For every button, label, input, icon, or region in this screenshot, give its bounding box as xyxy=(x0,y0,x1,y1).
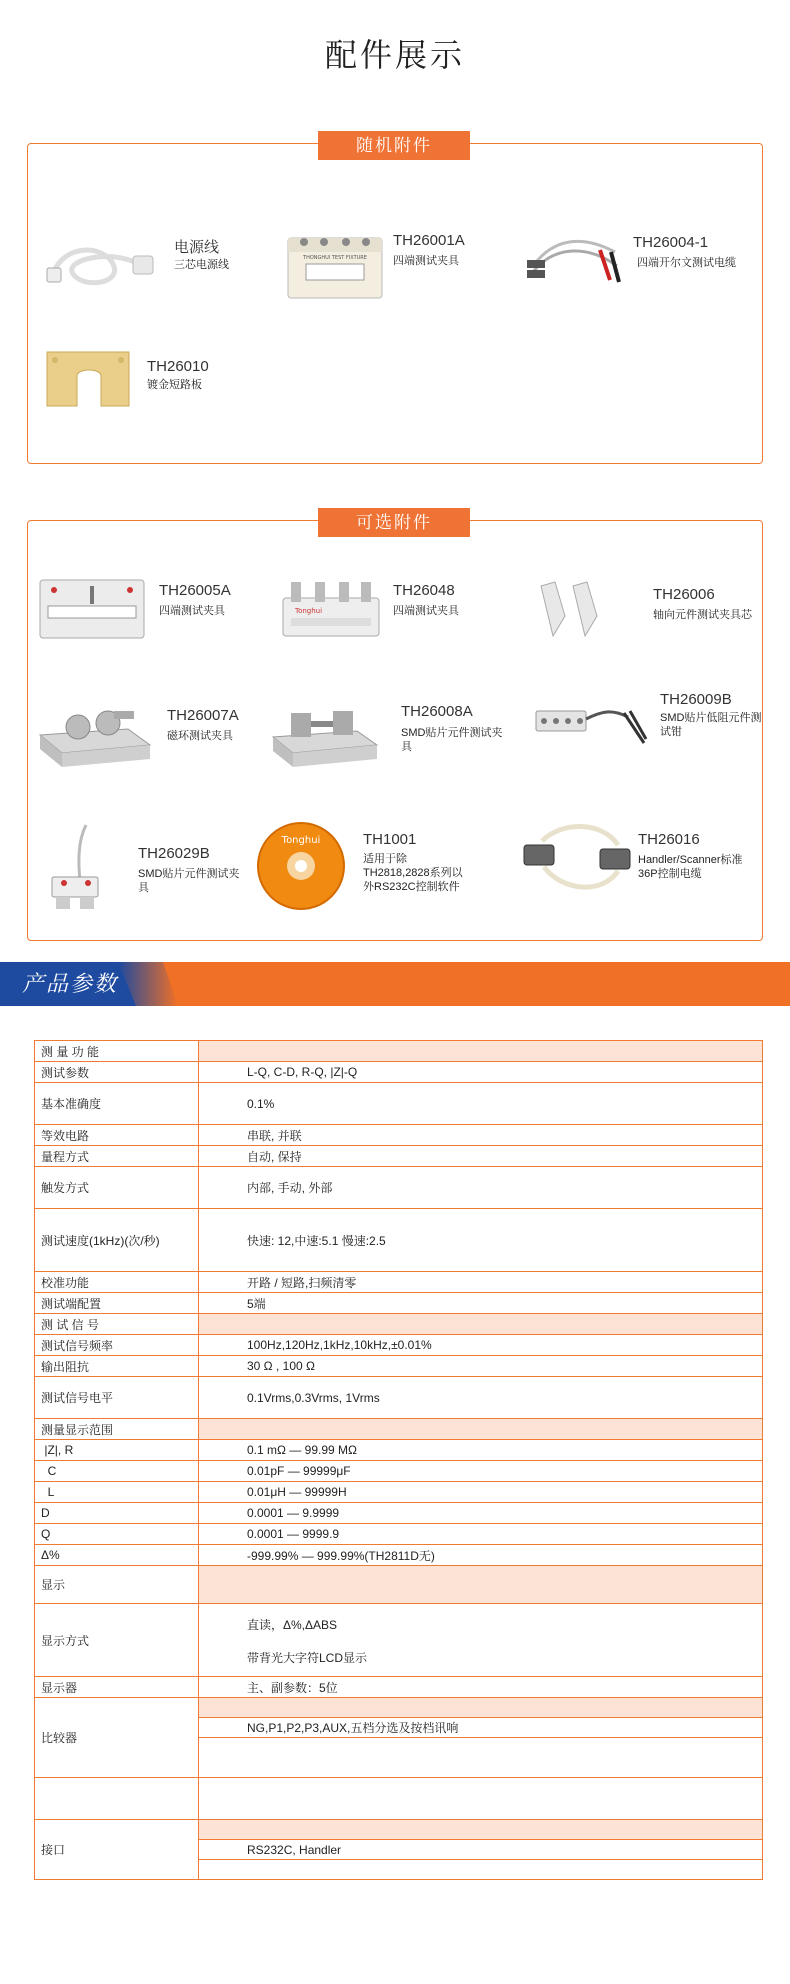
spec-value: L-Q, C-D, R-Q, |Z|-Q xyxy=(199,1062,763,1083)
spec-value-line: 带背光大字符LCD显示 xyxy=(247,1651,368,1665)
spec-key: D xyxy=(35,1503,199,1524)
accessory-code: TH26004-1 xyxy=(633,234,709,251)
accessory-desc: 镀金短路板 xyxy=(147,379,202,391)
spec-key: 测试信号频率 xyxy=(35,1335,199,1356)
spec-value xyxy=(199,1041,763,1062)
smd-clip-image xyxy=(38,821,118,911)
spec-value: 5端 xyxy=(199,1293,763,1314)
accessory-desc: SMD贴片元件测试夹具 xyxy=(138,868,240,894)
spec-value: 0.1Vrms,0.3Vrms, 1Vrms xyxy=(199,1377,763,1419)
accessory-desc: Handler/Scanner标准36P控制电缆 xyxy=(638,854,743,880)
accessory-item[interactable] xyxy=(38,701,278,781)
spec-key: 接口 xyxy=(35,1820,199,1880)
test-fixture-image xyxy=(286,232,384,300)
accessory-item[interactable] xyxy=(532,691,763,781)
kelvin-cable-image xyxy=(525,232,625,296)
spec-table xyxy=(34,1040,763,1880)
cd-brand: Tonghui xyxy=(281,835,321,846)
spec-key: 测试端配置 xyxy=(35,1293,199,1314)
smd-tweezers-image xyxy=(532,691,648,757)
spec-value-blank xyxy=(199,1698,763,1718)
spec-value: 0.1 mΩ — 99.99 MΩ xyxy=(199,1440,763,1461)
spec-value: 快速: 12,中速:5.1 慢速:2.5 xyxy=(199,1209,763,1272)
spec-key: 测量显示范围 xyxy=(35,1419,199,1440)
shorting-plate-image xyxy=(43,344,133,414)
spec-value: -999.99% — 999.99%(TH2811D无) xyxy=(199,1545,763,1566)
accessory-desc: 四端测试夹具 xyxy=(159,605,225,617)
spec-key: 测 试 信 号 xyxy=(35,1314,199,1335)
accessory-code: TH1001 xyxy=(363,831,417,848)
accessory-item[interactable] xyxy=(286,232,526,312)
software-cd-image xyxy=(256,821,346,911)
spec-key: L xyxy=(35,1482,199,1503)
spec-value: 100Hz,120Hz,1kHz,10kHz,±0.01% xyxy=(199,1335,763,1356)
spec-key: 输出阻抗 xyxy=(35,1356,199,1377)
handler-cable-image xyxy=(522,821,632,901)
axial-fixture-image xyxy=(535,576,605,640)
spec-value xyxy=(199,1566,763,1604)
spec-value-blank xyxy=(199,1738,763,1778)
accessory-code: TH26007A xyxy=(167,707,239,724)
accessory-code: TH26016 xyxy=(638,831,700,848)
spec-key: 等效电路 xyxy=(35,1125,199,1146)
standard-accessories-box xyxy=(27,136,763,464)
power-cord-image xyxy=(43,234,158,294)
spec-value xyxy=(199,1314,763,1335)
spec-key: |Z|, R xyxy=(35,1440,199,1461)
spec-value: 内部, 手动, 外部 xyxy=(199,1167,763,1209)
accessory-desc: 三芯电源线 xyxy=(174,259,229,271)
accessory-desc: 四端测试夹具 xyxy=(393,255,459,267)
optional-accessories-box xyxy=(27,513,763,941)
banner-title: 产品参数 xyxy=(22,971,119,996)
page-title: 配件展示 xyxy=(324,37,465,73)
spec-key: 校准功能 xyxy=(35,1272,199,1293)
accessory-item[interactable] xyxy=(271,701,521,781)
accessory-code: TH26001A xyxy=(393,232,465,249)
spec-value xyxy=(199,1604,763,1677)
accessory-desc: 适用于除TH2818,2828系列以外RS232C控制软件 xyxy=(363,853,463,893)
standard-accessories-title: 随机附件 xyxy=(318,131,470,160)
spec-value-line: 直读，Δ%,ΔABS xyxy=(247,1618,338,1632)
accessory-code: TH26006 xyxy=(653,586,715,603)
spec-value: 0.01pF — 99999μF xyxy=(199,1461,763,1482)
accessory-desc: 磁环测试夹具 xyxy=(167,730,233,742)
accessory-code: TH26009B xyxy=(660,691,732,708)
spec-key: 基本准确度 xyxy=(35,1083,199,1125)
accessory-item[interactable] xyxy=(43,234,283,304)
spec-value: 主、副参数：5位 xyxy=(199,1677,763,1698)
spec-key: C xyxy=(35,1461,199,1482)
fixture-label: THONGHUI TEST FIXTURE xyxy=(303,255,367,261)
spec-key: 比较器 xyxy=(35,1698,199,1778)
accessory-item[interactable] xyxy=(522,821,763,921)
spec-key: Δ% xyxy=(35,1545,199,1566)
spec-value: 0.0001 — 9.9999 xyxy=(199,1503,763,1524)
accessory-desc: SMD贴片元件测试夹具 xyxy=(401,727,503,753)
spec-value: 0.0001 — 9999.9 xyxy=(199,1524,763,1545)
test-fixture-image xyxy=(281,576,381,640)
spec-key: 测试信号电平 xyxy=(35,1377,199,1419)
spec-key: 显示方式 xyxy=(35,1604,199,1677)
smd-fixture-image xyxy=(271,701,379,771)
accessory-item[interactable] xyxy=(43,344,283,424)
accessory-item[interactable] xyxy=(525,232,760,312)
spec-key: Q xyxy=(35,1524,199,1545)
accessory-item[interactable] xyxy=(38,821,278,921)
accessory-code: TH26005A xyxy=(159,582,231,599)
accessory-code: TH26008A xyxy=(401,703,473,720)
test-fixture-image xyxy=(38,576,146,640)
spec-value: 0.1% xyxy=(199,1083,763,1125)
accessory-desc: 四端测试夹具 xyxy=(393,605,459,617)
spec-value: 30 Ω , 100 Ω xyxy=(199,1356,763,1377)
accessory-item[interactable] xyxy=(281,576,521,656)
accessory-code: TH26048 xyxy=(393,582,455,599)
accessory-item[interactable] xyxy=(535,576,763,656)
spec-key: 显示器 xyxy=(35,1677,199,1698)
spec-value-blank xyxy=(199,1860,763,1880)
fixture-brand: Tonghui xyxy=(295,607,323,615)
spec-value: 开路 / 短路,扫频清零 xyxy=(199,1272,763,1293)
accessory-desc: 四端开尔文测试电缆 xyxy=(637,257,736,269)
spec-key: 测试参数 xyxy=(35,1062,199,1083)
spec-key xyxy=(35,1778,199,1820)
spec-value xyxy=(199,1778,763,1820)
accessory-code: TH26010 xyxy=(147,358,209,375)
accessory-item[interactable] xyxy=(38,576,278,656)
spec-value xyxy=(199,1419,763,1440)
optional-accessories-title: 可选附件 xyxy=(318,508,470,537)
accessory-desc: 轴向元件测试夹具芯 xyxy=(653,609,752,621)
spec-value: 0.01μH — 99999H xyxy=(199,1482,763,1503)
accessory-item[interactable] xyxy=(256,821,521,931)
accessory-desc: SMD贴片低阻元件测试钳 xyxy=(660,712,762,738)
spec-key: 测 量 功 能 xyxy=(35,1041,199,1062)
toroid-fixture-image xyxy=(38,701,152,771)
spec-value: RS232C, Handler xyxy=(199,1840,763,1860)
spec-key: 量程方式 xyxy=(35,1146,199,1167)
spec-key: 显示 xyxy=(35,1566,199,1604)
accessory-code: 电源线 xyxy=(174,239,220,256)
spec-value: 自动, 保持 xyxy=(199,1146,763,1167)
spec-key: 测试速度(1kHz)(次/秒) xyxy=(35,1209,199,1272)
product-params-banner xyxy=(0,962,790,1006)
spec-value-blank xyxy=(199,1820,763,1840)
spec-value: NG,P1,P2,P3,AUX,五档分选及按档讯响 xyxy=(199,1718,763,1738)
spec-value: 串联, 并联 xyxy=(199,1125,763,1146)
accessory-code: TH26029B xyxy=(138,845,210,862)
spec-key: 触发方式 xyxy=(35,1167,199,1209)
